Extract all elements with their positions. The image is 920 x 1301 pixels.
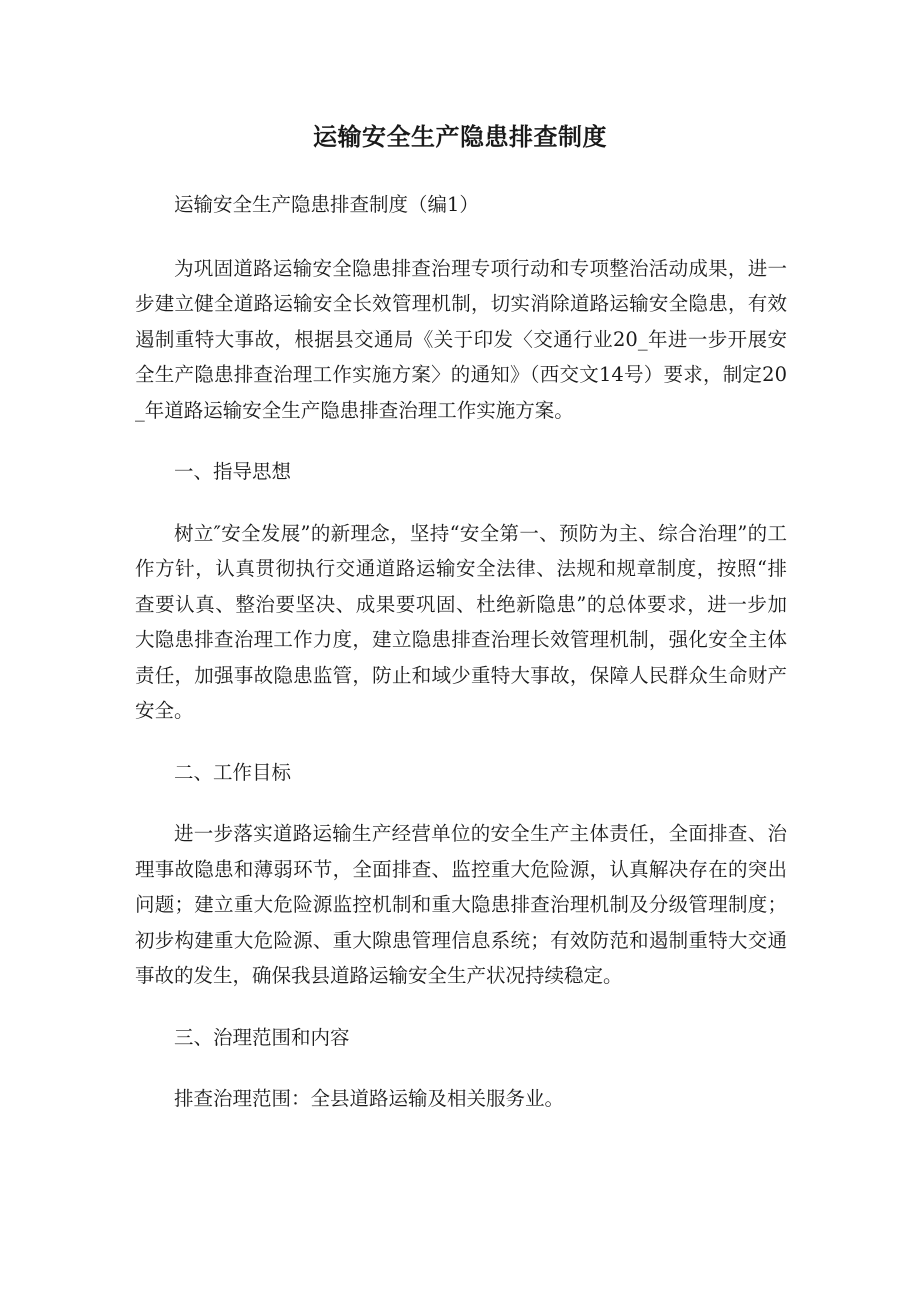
document-subtitle: 运输安全生产隐患排查制度（编1） <box>174 193 479 216</box>
document-body <box>135 187 787 1143</box>
scope-paragraph: 排查治理范围：全县道路运输及相关服务业。 <box>174 1087 565 1110</box>
section-heading-scope-content: 三、治理范围和内容 <box>174 1025 350 1049</box>
guiding-ideology-paragraph: 树立″安全发展”的新理念，坚持“安全第一、预防为主、综合治理”的工作方针，认真贯彻执行交通道路运输安全法律、法规和规章制度，按照“排查要认真、整治要坚决、成果要巩固、杜绝新隐患”的总体要求，进一步加大隐患排查治理工作力度，建立隐患排查治理长效管理机制，强化安全主体责任，加强事故隐患监管，防止和域少重特大事故，保障人民群众生命财产安全。 <box>135 521 787 722</box>
intro-paragraph: 为巩固道路运输安全隐患排查治理专项行动和专项整治活动成果，进一步建立健全道路运输安全长效管理机制，切实消除道路运输安全隐患，有效遏制重特大事故，根据县交通局《关于印发〈交通行业20_年进一步开展安全生产隐患排查治理工作实施方案〉的通知》（西交文14号）要求，制定20_年道路运输安全生产隐患排查治理工作实施方案。 <box>135 256 787 422</box>
document-title: 运输安全生产隐患排查制度 <box>313 123 607 151</box>
section-heading-work-goals: 二、工作目标 <box>174 760 292 784</box>
section-heading-guiding-ideology: 一、指导思想 <box>174 460 292 483</box>
work-goals-paragraph: 进一步落实道路运输生产经营单位的安全生产主体责任，全面排查、治理事故隐患和薄弱环节，全面排查、监控重大危险源，认真解决存在的突出问题；建立重大危险源监控机制和重大隐患排查治理机制及分级管理制度；初步构建重大危险源、重大隙患管理信息系统；有效防范和遏制重特大交通事故的发生，确保我县道路运输安全生产状况持续稳定。 <box>135 822 787 987</box>
